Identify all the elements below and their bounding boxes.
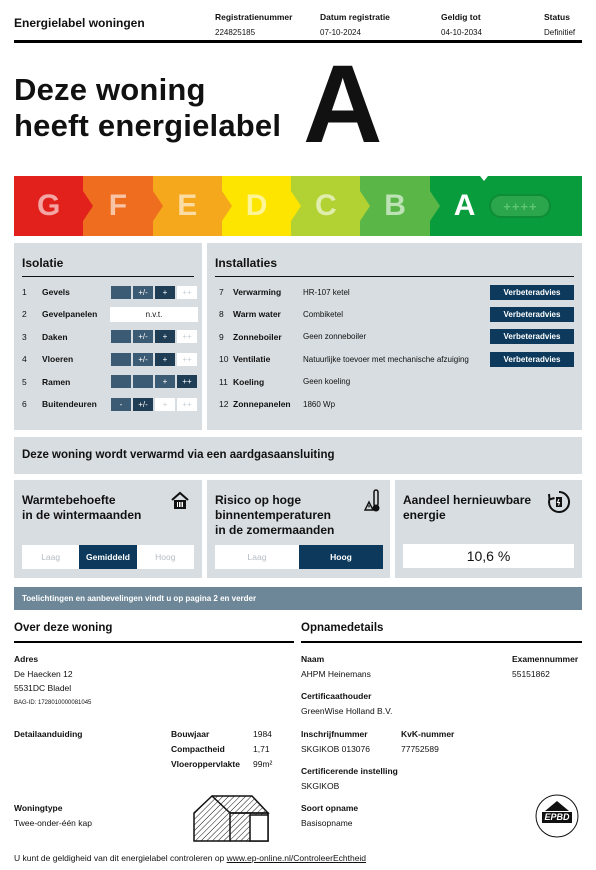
woningtype-value: Twee-onder-één kap (14, 818, 92, 828)
kvk-label: KvK-nummer (401, 729, 455, 739)
rating-box (110, 329, 132, 344)
row-number: 12 (219, 399, 229, 409)
rating-box: ++ (176, 329, 198, 344)
rating-box: ++ (176, 285, 198, 300)
warmte-option-laag: Laag (22, 545, 79, 569)
vloeroppervlakte-value: 99m² (253, 759, 273, 769)
scale-segment-d: D (222, 176, 291, 236)
rating-box: +/- (132, 329, 154, 344)
rating-scale (110, 374, 198, 389)
scale-arrow-icon (153, 191, 163, 221)
risico-toggle (215, 545, 383, 569)
toelichting-bar (14, 587, 582, 610)
bag-id: BAG-ID: 1728010000081045 (14, 700, 92, 706)
opnamedetails-title: Opnamedetails (301, 622, 384, 634)
row-number: 4 (22, 354, 27, 365)
row-number: 1 (22, 287, 27, 297)
rating-box: ++ (176, 374, 198, 389)
row-label: Buitendeuren (42, 399, 97, 409)
installatie-row (207, 283, 582, 301)
scale-segment-b: B (360, 176, 429, 236)
rating-box: ++ (176, 352, 198, 367)
warmte-option-gemiddeld: Gemiddeld (79, 545, 136, 569)
warmtebehoefte-box (14, 480, 202, 578)
plus-indicator: ++++ (489, 194, 551, 218)
installatie-row (207, 350, 582, 368)
row-label: Gevelpanelen (42, 309, 98, 320)
row-label: Warm water (233, 309, 281, 320)
isolatie-divider (22, 276, 194, 277)
installatie-row (207, 328, 582, 346)
scale-arrow-icon (430, 191, 440, 221)
installaties-rows (207, 283, 582, 423)
heating-banner (14, 437, 582, 474)
scale-segment-a: A ++++ (430, 176, 582, 236)
scale-segment-g: G (14, 176, 83, 236)
verbeteradvies-button[interactable]: Verbeteradvies (490, 285, 574, 300)
hero-title: Deze woning heeft energielabel (14, 72, 282, 143)
row-label: Daken (42, 331, 68, 342)
energy-scale (14, 176, 582, 236)
rating-box: + (154, 329, 176, 344)
row-number: 7 (219, 287, 224, 297)
row-number: 3 (22, 331, 27, 342)
installatie-row (207, 395, 582, 413)
adres-straat: De Haecken 12 (14, 669, 73, 679)
rating-box: ++ (176, 397, 198, 412)
toelichting-text: Toelichtingen en aanbevelingen vindt u op pagina 2 en verder (22, 594, 257, 603)
hernieuwbare-energie-value: 10,6 % (403, 544, 574, 568)
examennummer-value: 55151862 (512, 669, 550, 679)
rating-box: + (154, 397, 176, 412)
header-datum-registratie: Datum registratie 07-10-2024 (320, 12, 390, 37)
rating-box (110, 285, 132, 300)
warmtebehoefte-title: Warmtebehoefte in de wintermaanden (22, 493, 142, 522)
isolatie-panel (14, 243, 202, 430)
rating-box: - (110, 397, 132, 412)
scale-pointer-icon (476, 171, 492, 181)
row-number: 9 (219, 331, 224, 342)
hernieuwbare-energie-box (395, 480, 582, 578)
row-number: 10 (219, 354, 229, 365)
header-status: Status Definitief (544, 12, 576, 37)
semi-detached-house-icon (192, 793, 272, 843)
rating-box: +/- (132, 397, 154, 412)
soort-opname-value: Basisopname (301, 818, 353, 828)
kvk-value: 77752589 (401, 744, 439, 754)
woningtype-label: Woningtype (14, 803, 63, 813)
rating-box: + (154, 352, 176, 367)
bouwjaar-label: Bouwjaar (171, 729, 210, 739)
rating-scale (110, 397, 198, 412)
scale-arrow-icon (222, 191, 232, 221)
rating-scale (110, 329, 198, 344)
header-geldig-tot: Geldig tot 04-10-2034 (441, 12, 482, 37)
inschrijfnummer-label: Inschrijfnummer (301, 729, 368, 739)
installaties-divider (215, 276, 574, 277)
hero-energy-label: A (303, 43, 383, 166)
row-number: 11 (219, 376, 228, 387)
verbeteradvies-button[interactable]: Verbeteradvies (490, 352, 574, 367)
risico-box (207, 480, 390, 578)
house-icon (170, 491, 190, 511)
compactheid-label: Compactheid (171, 744, 225, 754)
row-value: Geen koeling (303, 377, 351, 387)
over-woning-divider (14, 641, 294, 643)
rating-box (132, 374, 154, 389)
inschrijfnummer-value: SKGIKOB 013076 (301, 744, 370, 754)
rating-box: +/- (132, 352, 154, 367)
naam-label: Naam (301, 654, 325, 664)
soort-opname-label: Soort opname (301, 803, 359, 813)
verbeteradvies-button[interactable]: Verbeteradvies (490, 307, 574, 322)
adres-postcode: 5531DC Bladel (14, 683, 72, 693)
epbd-logo-icon: EPBD (534, 793, 580, 839)
rating-scale (110, 285, 198, 300)
risico-option-hoog: Hoog (299, 545, 383, 569)
risico-title: Risico op hoge binnentemperaturen in de zomermaanden (215, 493, 335, 537)
controleer-echtheid-link[interactable]: www.ep-online.nl/ControleerEchtheid (226, 853, 367, 863)
certificaathouder-value: GreenWise Holland B.V. (301, 706, 393, 716)
row-label: Koeling (233, 376, 265, 387)
detailaanduiding-label: Detailaanduiding (14, 729, 83, 739)
scale-segment-e: E (153, 176, 222, 236)
rating-scale (110, 352, 198, 367)
installatie-row (207, 305, 582, 323)
certificerende-instelling-value: SKGIKOB (301, 781, 340, 791)
scale-arrow-icon (291, 191, 301, 221)
row-value: HR-107 ketel (303, 287, 350, 297)
rating-scale (110, 307, 198, 322)
risico-option-laag: Laag (215, 545, 299, 569)
installatie-row (207, 373, 582, 391)
warmte-option-hoog: Hoog (137, 545, 194, 569)
scale-arrow-icon (83, 191, 93, 221)
adres-label: Adres (14, 654, 39, 664)
header-divider (14, 40, 582, 43)
row-label: Verwarming (233, 287, 282, 297)
rating-box: + (154, 285, 176, 300)
row-value: Combiketel (303, 309, 344, 319)
row-label: Zonneboiler (233, 331, 282, 342)
not-applicable: n.v.t. (110, 307, 198, 322)
warmtebehoefte-toggle (22, 545, 194, 569)
isolatie-row (22, 373, 202, 391)
isolatie-row (22, 305, 202, 323)
row-label: Zonnepanelen (233, 399, 291, 409)
scale-segment-f: F (83, 176, 152, 236)
row-label: Vloeren (42, 354, 74, 365)
rating-box (110, 352, 132, 367)
bouwjaar-value: 1984 (253, 729, 272, 739)
hernieuwbare-energie-title: Aandeel hernieuwbare energie (403, 493, 532, 522)
scale-arrow-icon (360, 191, 370, 221)
header-registratienummer: Registratienummer 224825185 (215, 12, 293, 37)
rating-box: +/- (132, 285, 154, 300)
heating-banner-text: Deze woning wordt verwarmd via een aardgasaansluiting (22, 449, 335, 461)
row-number: 5 (22, 376, 27, 387)
installaties-panel (207, 243, 582, 430)
isolatie-row (22, 350, 202, 368)
rating-box (110, 374, 132, 389)
vloeroppervlakte-label: Vloeroppervlakte (171, 759, 240, 769)
isolatie-row (22, 328, 202, 346)
over-woning-title: Over deze woning (14, 622, 113, 634)
certificaathouder-label: Certificaathouder (301, 691, 372, 701)
isolatie-row (22, 283, 202, 301)
row-number: 6 (22, 399, 27, 409)
isolatie-rows (22, 283, 202, 423)
certificerende-instelling-label: Certificerende instelling (301, 766, 398, 776)
row-label: Ramen (42, 376, 71, 387)
row-label: Gevels (42, 287, 70, 297)
row-number: 2 (22, 309, 27, 320)
row-label: Ventilatie (233, 354, 271, 365)
compactheid-value: 1,71 (253, 744, 270, 754)
row-value: Geen zonneboiler (303, 332, 367, 342)
footer-text: U kunt de geldigheid van dit energielabel controleren op www.ep-online.nl/ControleerEchtheid (14, 853, 367, 863)
opnamedetails-divider (301, 641, 582, 643)
row-value: Natuurlijke toevoer met mechanische afzuiging (303, 354, 469, 364)
scale-segment-c: C (291, 176, 360, 236)
isolatie-row (22, 395, 202, 413)
document-title: Energielabel woningen (14, 16, 145, 30)
examennummer-label: Examennummer (512, 654, 579, 664)
row-number: 8 (219, 309, 224, 320)
row-value: 1860 Wp (303, 399, 336, 409)
isolatie-title: Isolatie (22, 256, 64, 270)
naam-value: AHPM Heinemans (301, 669, 371, 679)
renewable-energy-icon (546, 489, 572, 515)
verbeteradvies-button[interactable]: Verbeteradvies (490, 329, 574, 344)
rating-box: + (154, 374, 176, 389)
thermometer-warning-icon (363, 488, 383, 514)
installaties-title: Installaties (215, 256, 278, 270)
